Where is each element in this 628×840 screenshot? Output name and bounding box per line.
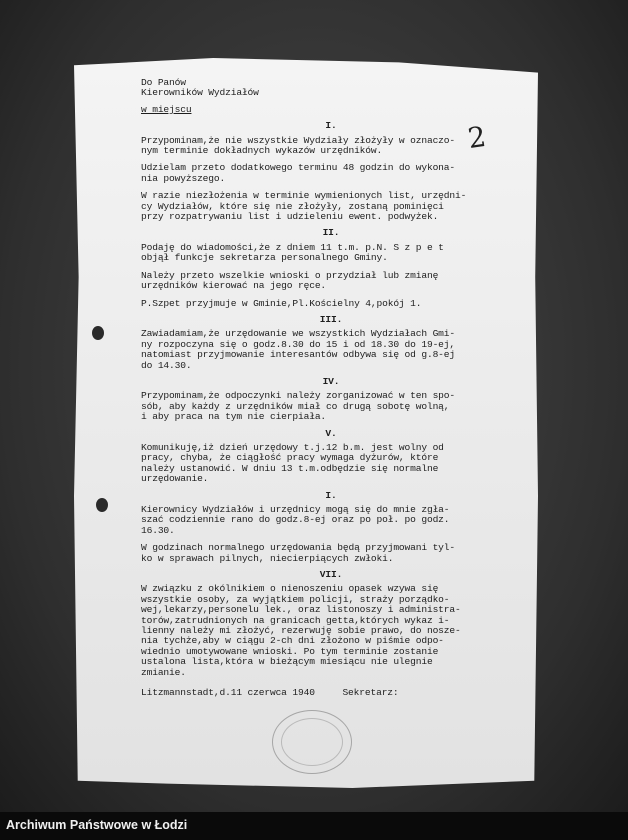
- document-sections: [141, 121, 521, 678]
- text-line: sób, aby każdy z urzędników miał co drugą sobotę wolną,: [141, 400, 450, 412]
- punch-hole: [96, 498, 108, 512]
- address-line: Do Panów: [141, 77, 186, 88]
- text-line: Udzielam przeto dodatkowego terminu 48 godzin do wykona-: [141, 162, 456, 174]
- text-line: wiednio umotywowane wnioski. Po tym terminie zostanie: [141, 645, 439, 657]
- section-heading: VII.: [319, 569, 343, 581]
- section-heading: V.: [325, 427, 337, 439]
- section: [141, 315, 521, 371]
- text-line: Przypominam,że nie wszystkie Wydziały złożyły w oznaczo-: [141, 134, 456, 146]
- section-heading: III.: [319, 313, 343, 325]
- section: [141, 491, 521, 564]
- archive-label: Archiwum Państwowe w Łodzi: [6, 818, 188, 832]
- document-body: [141, 78, 521, 699]
- text-line: ustalona lista,która w bieżącym miesiącu nie ulegnie: [141, 656, 433, 668]
- text-line: przy rozpatrywaniu list i udzieleniu ewent. podwyżek.: [141, 211, 439, 223]
- text-line: pracy, chyba, że ciągłość pracy wymaga dyżurów, które: [141, 452, 439, 464]
- paragraph: [141, 271, 521, 292]
- text-line: ko w sprawach pilnych, niecierpiących zwłoki.: [141, 552, 394, 564]
- text-line: W związku z okólnikiem o nienoszeniu opasek wzywa się: [141, 583, 439, 595]
- section: [141, 377, 521, 423]
- text-line: Komunikuję,iż dzień urzędowy t.j.12 b.m. jest wolny od: [141, 441, 444, 453]
- paragraph: [141, 505, 521, 536]
- text-line: Podaję do wiadomości,że z dniem 11 t.m. p.N. S z p e t: [141, 241, 444, 253]
- punch-hole: [92, 326, 104, 340]
- paragraph: [141, 191, 521, 222]
- section: [141, 429, 521, 485]
- section-heading: IV.: [322, 375, 340, 387]
- text-line: 16.30.: [141, 524, 175, 536]
- paragraph: [141, 391, 521, 422]
- address-line: Kierowników Wydziałów: [141, 87, 259, 99]
- text-line: do 14.30.: [141, 359, 192, 371]
- paragraph: [141, 163, 521, 184]
- paragraph: [141, 443, 521, 485]
- paragraph: [141, 243, 521, 264]
- text-line: objął funkcje sekretarza personalnego Gminy.: [141, 252, 388, 264]
- paragraph: [141, 584, 521, 678]
- text-line: należy ustanowić. W dniu 13 t.m.odbędzie się normalne: [141, 462, 439, 474]
- text-line: Przypominam,że odpoczynki należy zorganizować w ten spo-: [141, 390, 456, 402]
- section-heading: I.: [325, 489, 337, 501]
- text-line: natomiast przyjmowanie interesantów odbywa się od g.8-ej: [141, 349, 456, 361]
- text-line: Należy przeto wszelkie wnioski o przydział lub zmianę: [141, 269, 439, 281]
- paragraph: [141, 543, 521, 564]
- place-date: Litzmannstadt,d.11 czerwca 1940: [141, 687, 315, 699]
- section-heading: II.: [322, 227, 340, 239]
- text-line: W razie niezłożenia w terminie wymienionych list, urzędni-: [141, 190, 467, 202]
- text-line: Zawiadamiam,że urzędowanie we wszystkich Wydziałach Gmi-: [141, 328, 456, 340]
- text-line: urzędowanie.: [141, 473, 209, 485]
- handwritten-page-number: 2: [465, 119, 489, 156]
- text-line: urzędników kierować na jego ręce.: [141, 280, 327, 292]
- stamp-seal: [272, 710, 352, 774]
- text-line: Kierownicy Wydziałów i urzędnicy mogą się do mnie zgła-: [141, 504, 450, 515]
- paragraph: [141, 329, 521, 371]
- section: [141, 121, 521, 222]
- paragraph: [141, 136, 521, 157]
- section-heading: I.: [325, 120, 337, 132]
- text-line: szać codziennie rano do godz.8-ej oraz po poł. po godz.: [141, 514, 450, 526]
- text-line: wej,lekarzy,personelu lek., oraz listonoszy i administra-: [141, 604, 461, 616]
- text-line: P.Szpet przyjmuje w Gminie,Pl.Kościelny 4,pokój 1.: [141, 297, 422, 309]
- text-line: nia tychże,aby w ciągu 2-ch dni złożono w piśmie odpo-: [141, 635, 444, 647]
- text-line: torów,zatrudnionych na granicach getta,których wykaz i-: [141, 614, 450, 626]
- text-line: lienny należy mi złożyć, rezerwuję sobie prawo, do nosze-: [141, 625, 461, 637]
- address-block: [141, 78, 521, 115]
- text-line: cy Wydziałów, które się nie złożyły, zostaną pominięci: [141, 200, 444, 212]
- section: [141, 570, 521, 678]
- text-line: wszystkie osoby, za wyjątkiem policji, straży porządko-: [141, 593, 450, 605]
- text-line: W godzinach normalnego urzędowania będą przyjmowani tyl-: [141, 542, 456, 554]
- text-line: zmianie.: [141, 666, 186, 678]
- text-line: nia powyższego.: [141, 172, 226, 184]
- address-line: w miejscu: [141, 103, 192, 115]
- section: [141, 228, 521, 308]
- paragraph: [141, 299, 521, 309]
- signature-title: Sekretarz:: [342, 687, 399, 699]
- signature-line: [141, 688, 521, 698]
- text-line: i aby praca na tym nie cierpiała.: [141, 411, 327, 423]
- text-line: ny rozpoczyna się o godz.8.30 do 15 i od 18.30 do 19-ej,: [141, 338, 456, 350]
- text-line: nym terminie dokładnych wykazów urzędników.: [141, 145, 383, 157]
